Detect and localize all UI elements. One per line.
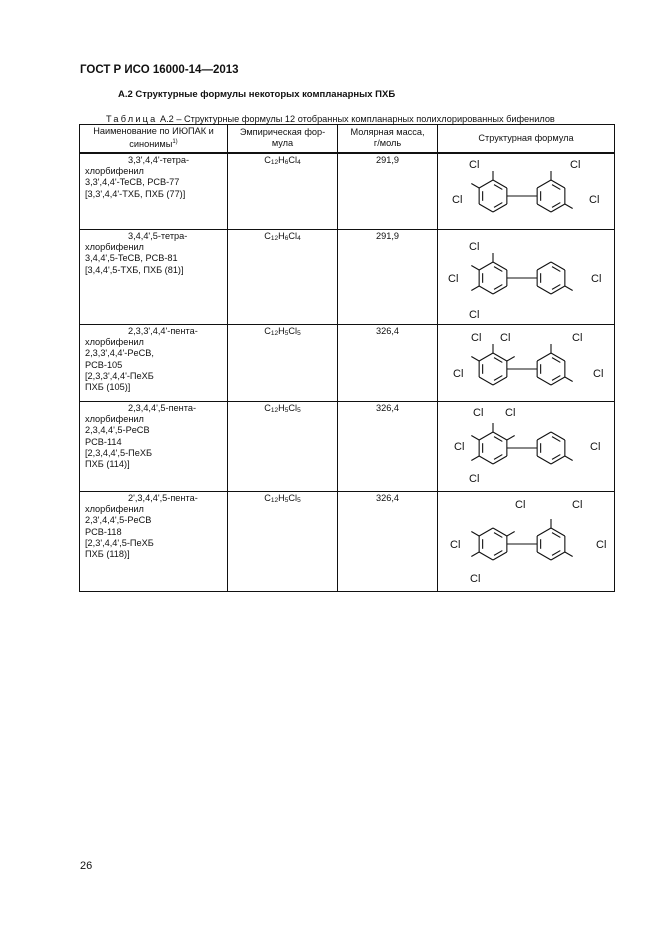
- empirical-formula: [228, 153, 338, 230]
- empirical-formula: [228, 401, 338, 491]
- el-c: C: [264, 154, 271, 165]
- el-c-count: 12: [270, 329, 279, 337]
- chlorine-label: Cl: [452, 193, 463, 206]
- chlorine-label: Cl: [450, 538, 461, 551]
- el-cl: Cl: [288, 325, 298, 336]
- el-cl: Cl: [288, 492, 298, 503]
- compound-name-line: 2,3',4,4',5-PeCB: [85, 515, 152, 526]
- header-empirical: Эмпирическая фор- мула: [228, 125, 338, 153]
- chlorine-label: Cl: [469, 158, 480, 171]
- chlorine-label: Cl: [505, 406, 516, 419]
- compound-name-line: [3,3',4,4'-ТХБ, ПХБ (77)]: [85, 188, 186, 199]
- compound-name-line: хлорбифенил: [85, 336, 144, 347]
- compound-name-line: [2,3,3',4,4'-ПеХБ: [85, 370, 154, 381]
- compound-name-line: 3,4,4',5-тетра-: [128, 230, 188, 241]
- biphenyl-structure: [438, 402, 613, 491]
- empirical-formula: [228, 324, 338, 401]
- compound-name: [80, 401, 228, 491]
- chlorine-label: Cl: [471, 331, 482, 344]
- pcb-table: [79, 124, 615, 592]
- header-name: Наименование по ИЮПАК и синонимы$^{1)}$: [80, 125, 228, 153]
- compound-name-line: 2,3,3',4,4'-пента-: [128, 325, 198, 336]
- chlorine-label: Cl: [570, 158, 581, 171]
- biphenyl-structure: [438, 230, 613, 324]
- el-h: H: [278, 325, 285, 336]
- section-title: А.2 Структурные формулы некоторых компланарных ПХБ: [118, 89, 396, 100]
- chlorine-label: Cl: [453, 367, 464, 380]
- el-h: H: [278, 402, 285, 413]
- el-h-count: 6: [284, 234, 289, 242]
- molar-mass: 326,4: [338, 324, 438, 401]
- biphenyl-structure: [438, 492, 613, 591]
- el-cl: Cl: [288, 154, 298, 165]
- compound-name-line: 2,3,4,4',5-пента-: [128, 402, 197, 413]
- el-c: C: [264, 492, 271, 503]
- el-h-count: 5: [284, 496, 289, 504]
- molar-mass: 326,4: [338, 491, 438, 591]
- table-row: [80, 401, 615, 491]
- compound-name: [80, 153, 228, 230]
- compound-name-line: [2,3,4,4',5-ПеХБ: [85, 447, 152, 458]
- table-caption-label: Таблица: [106, 114, 158, 124]
- chlorine-label: Cl: [470, 572, 481, 585]
- el-h: H: [278, 492, 285, 503]
- chlorine-label: Cl: [448, 272, 459, 285]
- el-c: C: [264, 230, 271, 241]
- chlorine-label: Cl: [473, 406, 484, 419]
- chlorine-label: Cl: [469, 472, 480, 485]
- compound-name-line: 2,3,3',4,4'-PeCB,: [85, 348, 154, 359]
- chlorine-label: Cl: [469, 308, 480, 321]
- compound-name: [80, 229, 228, 324]
- compound-name-line: 3,3',4,4'-TeCB, PCB-77: [85, 177, 180, 188]
- structural-formula: [438, 491, 615, 591]
- el-c-count: 12: [270, 496, 279, 504]
- table-row: [80, 491, 615, 591]
- compound-name-line: [2,3',4,4',5-ПеХБ: [85, 537, 154, 548]
- compound-name-line: PCB-114: [85, 436, 122, 447]
- compound-name-line: хлорбифенил: [85, 241, 144, 252]
- chlorine-label: Cl: [591, 272, 602, 285]
- biphenyl-structure: [438, 154, 613, 229]
- compound-name-line: 2,3,4,4',5-PeCB: [85, 425, 150, 436]
- el-c-count: 12: [270, 158, 279, 166]
- empirical-formula: [228, 229, 338, 324]
- chlorine-label: Cl: [572, 331, 583, 344]
- el-h: H: [278, 154, 285, 165]
- table-header-row: [80, 125, 615, 153]
- structural-formula: [438, 324, 615, 401]
- el-h-count: 5: [284, 329, 289, 337]
- compound-name-line: хлорбифенил: [85, 503, 144, 514]
- structural-formula: [438, 401, 615, 491]
- el-cl-count: 5: [297, 496, 301, 504]
- el-cl-count: 4: [297, 158, 301, 166]
- structural-formula: [438, 229, 615, 324]
- chlorine-label: Cl: [572, 498, 583, 511]
- molar-mass: 326,4: [338, 401, 438, 491]
- el-h-count: 6: [284, 158, 289, 166]
- chlorine-label: Cl: [596, 538, 607, 551]
- el-h: H: [278, 230, 285, 241]
- compound-name-line: 3,3',4,4'-тетра-: [128, 154, 190, 165]
- compound-name-line: ПХБ (118)]: [85, 549, 130, 560]
- compound-name-line: [3,4,4',5-ТХБ, ПХБ (81)]: [85, 264, 184, 275]
- compound-name-line: 3,4,4',5-TeCB, PCB-81: [85, 253, 178, 264]
- page-number: 26: [80, 860, 93, 872]
- el-c: C: [264, 325, 271, 336]
- chlorine-label: Cl: [590, 440, 601, 453]
- table-row: [80, 153, 615, 230]
- compound-name: [80, 324, 228, 401]
- compound-name-line: ПХБ (105)]: [85, 382, 131, 393]
- chlorine-label: Cl: [500, 331, 511, 344]
- el-cl-count: 5: [297, 406, 301, 414]
- compound-name-line: ПХБ (114)]: [85, 459, 130, 470]
- table-caption: [106, 114, 555, 124]
- chlorine-label: Cl: [593, 367, 604, 380]
- header-structural-formula: Структурная формула: [438, 125, 615, 153]
- el-c-count: 12: [270, 234, 279, 242]
- compound-name: [80, 491, 228, 591]
- chlorine-label: Cl: [469, 240, 480, 253]
- compound-name-line: PCB-118: [85, 526, 122, 537]
- el-cl-count: 5: [297, 329, 301, 337]
- compound-name-line: хлорбифенил: [85, 165, 144, 176]
- el-c: C: [264, 402, 271, 413]
- el-cl: Cl: [288, 402, 298, 413]
- biphenyl-structure: [438, 325, 613, 401]
- structural-formula: [438, 153, 615, 230]
- table-row: [80, 229, 615, 324]
- chlorine-label: Cl: [454, 440, 465, 453]
- table-row: [80, 324, 615, 401]
- el-cl-count: 4: [297, 234, 301, 242]
- compound-name-line: 2',3,4,4',5-пента-: [128, 492, 198, 503]
- document-header: ГОСТ Р ИСО 16000-14—2013: [80, 64, 239, 76]
- chlorine-label: Cl: [515, 498, 526, 511]
- empirical-formula: [228, 491, 338, 591]
- chlorine-label: Cl: [589, 193, 600, 206]
- compound-name-line: хлорбифенил: [85, 413, 144, 424]
- header-molar-mass: Молярная масса, г/моль: [338, 125, 438, 153]
- table-caption-text: А.2 – Структурные формулы 12 отобранных компланарных полихлорированных бифенилов: [157, 114, 555, 124]
- molar-mass: 291,9: [338, 153, 438, 230]
- compound-name-line: PCB-105: [85, 359, 123, 370]
- el-h-count: 5: [284, 406, 289, 414]
- molar-mass: 291,9: [338, 229, 438, 324]
- el-cl: Cl: [288, 230, 298, 241]
- el-c-count: 12: [270, 406, 279, 414]
